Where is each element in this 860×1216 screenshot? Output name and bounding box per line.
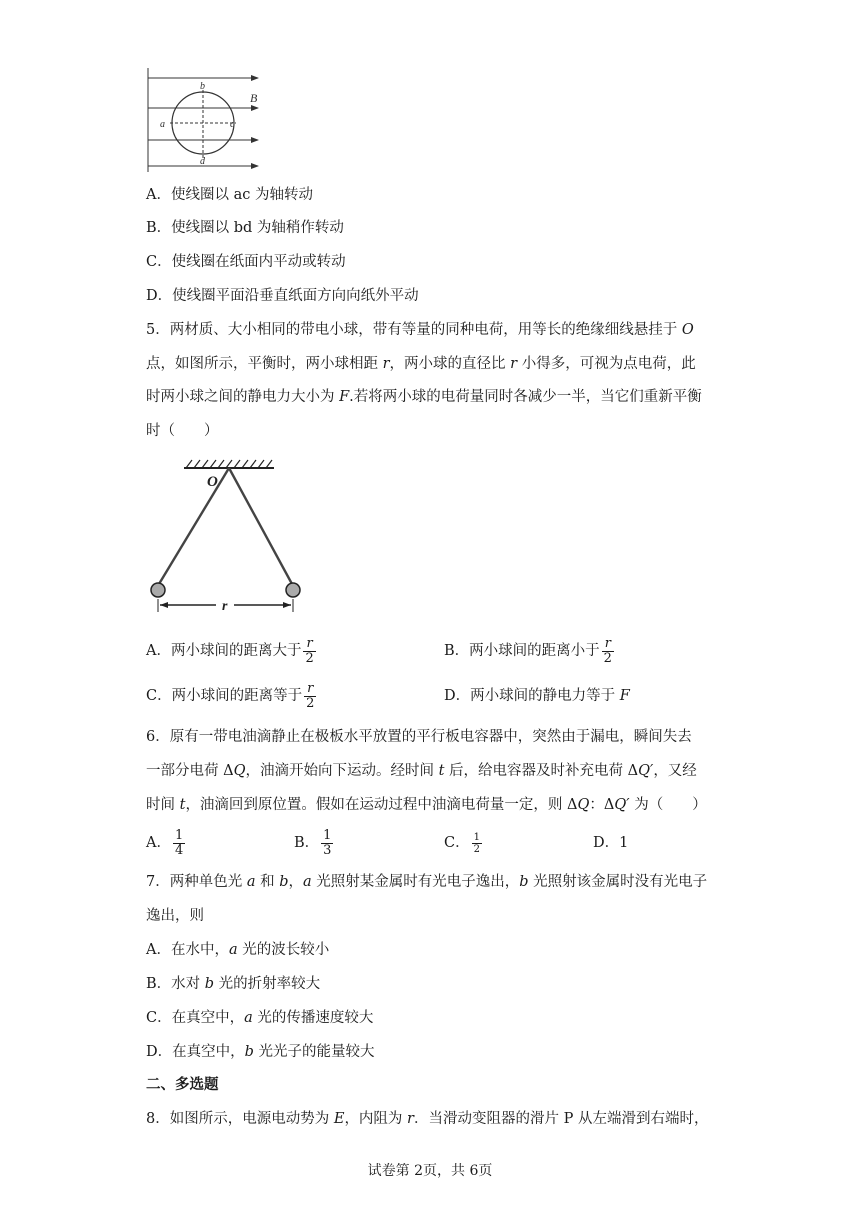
q5-option-d: D．两小球间的静电力等于 F: [444, 688, 630, 704]
fig2-label-r: r: [222, 599, 228, 614]
q7-option-d: D．在真空中，b 光光子的能量较大: [146, 1044, 375, 1060]
q8-stem-line1: 8．如图所示，电源电动势为 E，内阻为 r．当滑动变阻器的滑片 P 从左端滑到右端时，: [146, 1111, 709, 1127]
fig1-label-c: c: [230, 119, 235, 130]
section-heading: 二、多选题: [146, 1076, 219, 1093]
q5-stem-line3: 时两小球之间的静电力大小为 F.若将两小球的电荷量同时各减少一半，当它们重新平衡: [146, 389, 702, 405]
q6-stem-line1: 6．原有一带电油滴静止在极板水平放置的平行板电容器中，突然由于漏电，瞬间失去: [146, 729, 692, 745]
q6-stem-line2: 一部分电荷 ΔQ，油滴开始向下运动。经时间 t 后，给电容器及时补充电荷 ΔQ′，又经: [146, 763, 697, 779]
q5-option-b: B．两小球间的距离小于 $\frac{r}{2}$: [444, 635, 612, 666]
fraction-r-over-2: $\frac{r}{2}$: [603, 635, 612, 666]
fig1-label-B: B: [250, 91, 258, 105]
fraction-r-over-2: $\frac{r}{2}$: [305, 635, 314, 666]
q7-stem-line2: 逸出，则: [146, 908, 204, 924]
q6-option-c: C． $\frac{1}{2}$: [444, 831, 480, 855]
fig1-label-d: d: [200, 156, 205, 167]
q6-option-b: B． $\frac{1}{3}$: [294, 827, 332, 858]
hanging-balls-figure: [144, 458, 314, 618]
q7-stem-line1: 7．两种单色光 a 和 b，a 光照射某金属时有光电子逸出，b 光照射该金属时没有光电子: [146, 874, 708, 890]
page-footer: 试卷第 2页，共 6页: [367, 1163, 493, 1179]
q4-option-c: C．使线圈在纸面内平动或转动: [146, 254, 346, 270]
q5-stem-line1: 5．两材质、大小相同的带电小球，带有等量的同种电荷，用等长的绝缘细线悬挂于 O: [146, 322, 694, 338]
fig1-label-a: a: [160, 119, 165, 130]
q6-stem-line3: 时间 t，油滴回到原位置。假如在运动过程中油滴电荷量一定，则 ΔQ：ΔQ′ 为（ ）: [146, 797, 707, 813]
q4-option-a: A．使线圈以 ac 为轴转动: [146, 187, 313, 203]
q4-option-d: D．使线圈平面沿垂直纸面方向向纸外平动: [146, 288, 419, 304]
coil-field-figure: [144, 68, 264, 172]
q6-option-a: A． $\frac{1}{4}$: [146, 827, 184, 858]
q5-option-c: C．两小球间的距离等于 $\frac{r}{2}$: [146, 680, 315, 711]
fig2-label-O: O: [207, 474, 218, 490]
fraction-1-over-3: $\frac{1}{3}$: [323, 827, 332, 858]
q5-option-a: A．两小球间的距离大于 $\frac{r}{2}$: [146, 635, 314, 666]
q5-stem-line2: 点，如图所示，平衡时，两小球相距 r，两小球的直径比 r 小得多，可视为点电荷，此: [146, 356, 696, 372]
q7-option-b: B．水对 b 光的折射率较大: [146, 976, 321, 992]
q7-option-a: A．在水中，a 光的波长较小: [146, 942, 330, 958]
fraction-1-over-4: $\frac{1}{4}$: [174, 827, 184, 858]
q4-option-b: B．使线圈以 bd 为轴稍作转动: [146, 220, 344, 236]
fig1-label-b: b: [200, 81, 205, 92]
fraction-r-over-2: $\frac{r}{2}$: [306, 680, 315, 711]
fraction-1-over-2: $\frac{1}{2}$: [473, 831, 480, 855]
q5-stem-line4: 时（ ）: [146, 423, 219, 439]
q7-option-c: C．在真空中，a 光的传播速度较大: [146, 1010, 374, 1026]
q6-option-d: D．1: [593, 835, 629, 851]
